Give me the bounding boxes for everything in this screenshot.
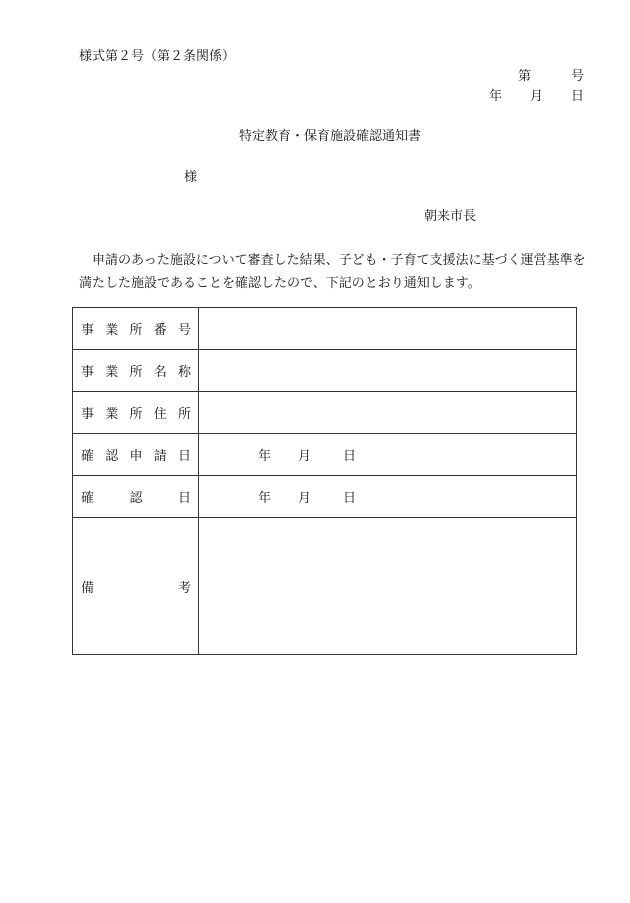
issuer-name: 朝来市長 <box>424 209 477 224</box>
label-char: 事 <box>81 323 95 338</box>
label-char: 申 <box>129 449 143 464</box>
label-char: 確 <box>81 449 95 464</box>
date-month: 月 <box>298 449 312 464</box>
facility-info-table <box>72 307 577 655</box>
notice-body: 申請のあった施設について審査した結果、子ども・子育て支援法に基づく運営基準を満たした施設であることを確認したので、下記のとおり通知します。 <box>79 253 586 291</box>
recipient-honorific: 様 <box>184 170 198 185</box>
label-char: 請 <box>153 449 167 464</box>
table-row-confirmation-date <box>73 476 577 518</box>
label-char: 認 <box>129 491 143 506</box>
issue-date-month: 月 <box>529 89 543 104</box>
label-char: 日 <box>177 491 191 506</box>
label-cell <box>73 434 199 476</box>
remarks-value[interactable] <box>199 518 577 655</box>
label-cell <box>73 476 199 518</box>
application-date-value[interactable] <box>199 434 577 476</box>
issue-number <box>518 70 584 83</box>
label-char: 業 <box>105 407 119 422</box>
label-char: 業 <box>105 323 119 338</box>
date-year: 年 <box>258 449 272 464</box>
office-number-value[interactable] <box>199 308 577 350</box>
office-address-value[interactable] <box>199 392 577 434</box>
table-row-application-date <box>73 434 577 476</box>
issue-number-prefix: 第 <box>518 69 532 84</box>
label-char: 住 <box>153 407 167 422</box>
label-char: 事 <box>81 365 95 380</box>
form-number: 様式第２号（第２条関係） <box>79 49 236 64</box>
label-char: 日 <box>177 449 191 464</box>
table-row-office-address <box>73 392 577 434</box>
issue-date-day: 日 <box>570 89 584 104</box>
label-cell <box>73 518 199 655</box>
confirmation-date-value[interactable] <box>199 476 577 518</box>
date-day: 日 <box>343 491 357 506</box>
issue-date-year: 年 <box>489 89 503 104</box>
label-cell <box>73 392 199 434</box>
label-cell <box>73 350 199 392</box>
table-row-office-name <box>73 350 577 392</box>
label-char: 事 <box>81 407 95 422</box>
label-char: 称 <box>177 365 191 380</box>
label-char: 業 <box>105 365 119 380</box>
label-char: 所 <box>129 365 143 380</box>
date-year: 年 <box>258 491 272 506</box>
label-cell <box>73 308 199 350</box>
label-char: 備 <box>81 580 95 596</box>
table-row-office-number <box>73 308 577 350</box>
label-char: 名 <box>153 365 167 380</box>
label-char: 確 <box>81 491 95 506</box>
label-char: 所 <box>177 407 191 422</box>
label-char: 号 <box>177 323 191 338</box>
document-title: 特定教育・保育施設確認通知書 <box>238 129 421 144</box>
label-char: 番 <box>153 323 167 338</box>
label-char: 認 <box>105 449 119 464</box>
office-name-value[interactable] <box>199 350 577 392</box>
date-month: 月 <box>298 491 312 506</box>
date-day: 日 <box>343 449 357 464</box>
label-char: 所 <box>129 407 143 422</box>
issue-number-suffix: 号 <box>570 69 584 84</box>
label-char: 所 <box>129 323 143 338</box>
table-row-remarks <box>73 518 577 655</box>
label-char: 考 <box>177 580 191 596</box>
issue-date <box>489 90 584 103</box>
